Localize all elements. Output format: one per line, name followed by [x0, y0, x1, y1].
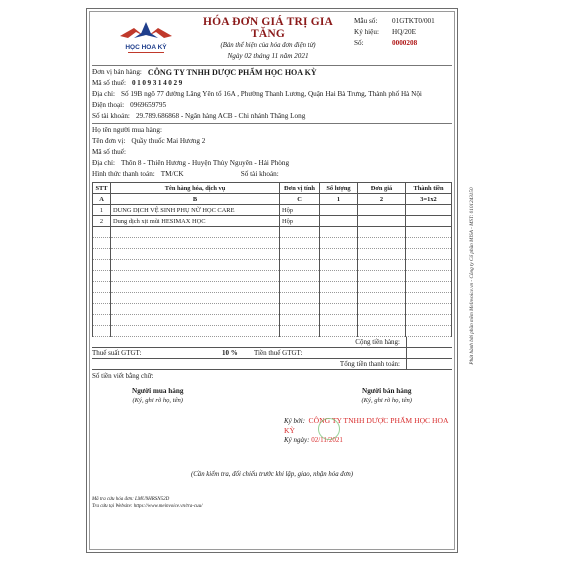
form-number-label: Mẫu số: [354, 17, 378, 25]
vat-rate: 10 % [222, 349, 238, 357]
code-cell: 2 [358, 194, 406, 205]
signed-by: CÔNG TY TNHH DƯỢC PHẨM HỌC HOA KỲ [284, 416, 449, 435]
serial-label: Ký hiệu: [354, 28, 379, 36]
signed-date: 02/11/2021 [311, 436, 343, 444]
items-table [92, 182, 452, 337]
total-label: Tổng tiền thanh toán: [339, 360, 400, 368]
seller-account-label: Số tài khoản: [92, 112, 130, 120]
row-qty [320, 216, 358, 227]
row-item-name: Dung dịch xịt mũi HESIMAX HỌC [111, 216, 280, 227]
buyer-info [92, 125, 452, 180]
buyer-address-label: Địa chỉ: [92, 159, 115, 167]
row-item-name: DUNG DỊCH VỆ SINH PHỤ NỮ HỌC CARE [111, 205, 280, 216]
invoice-title: HÓA ĐƠN GIÁ TRỊ GIA TĂNG [202, 16, 334, 40]
vat-rate-label: Thuế suất GTGT: [92, 349, 142, 357]
lookup-info [92, 496, 452, 510]
seller-info [92, 67, 452, 122]
code-cell: 3=1x2 [406, 194, 452, 205]
publisher-note-text: Phát hành bởi phần mềm MeInvoice.vn - Công ty Cổ phần MISA - MST: 0101243150 [469, 187, 475, 365]
row-price [358, 205, 406, 216]
seller-address-label: Địa chỉ: [92, 90, 115, 98]
invoice-page [86, 8, 458, 553]
table-row-empty [93, 326, 452, 337]
table-row [93, 205, 452, 216]
vat-line [92, 348, 452, 359]
signature-area [92, 387, 452, 404]
table-row [93, 216, 452, 227]
signed-date-label: Ký ngày: [284, 436, 310, 444]
amount-in-words-label: Số tiền viết bằng chữ: [92, 371, 154, 380]
buyer-account-label: Số tài khoản: [240, 170, 279, 178]
row-unit: Hộp [280, 216, 320, 227]
digital-signature-box [284, 416, 452, 445]
vat-amount-label: Tiền thuế GTGT: [254, 349, 303, 357]
verification-note: (Cần kiểm tra, đối chiếu trước khi lập, giao, nhận hóa đơn) [191, 471, 353, 478]
buyer-signature [132, 387, 183, 404]
lookup-url[interactable]: Tra cứu tại Website: https://www.meinvoice.vn/tra-cuu/ [92, 504, 203, 509]
col-header-stt: STT [93, 183, 111, 194]
code-cell: 1 [320, 194, 358, 205]
col-header-amount: Thành tiền [406, 183, 452, 194]
buyer-address: Thôn 8 - Thiên Hương - Huyện Thủy Nguyên - Hải Phòng [120, 159, 290, 167]
seller-account: 29.789.686868 - Ngân hàng ACB - Chi nhánh Thăng Long [135, 112, 306, 120]
col-header-name: Tên hàng hóa, dịch vụ [111, 183, 280, 194]
table-row-empty [93, 227, 452, 238]
payment-method: TM/CK [160, 170, 184, 178]
row-stt: 1 [93, 205, 111, 216]
table-row-empty [93, 260, 452, 271]
code-cell: C [280, 194, 320, 205]
signed-by-label: Ký bởi: [284, 417, 306, 425]
seller-signature [361, 387, 412, 404]
seller-phone: 0969659795 [130, 101, 167, 109]
col-header-price: Đơn giá [358, 183, 406, 194]
row-unit: Hộp [280, 205, 320, 216]
row-qty [320, 205, 358, 216]
subtotal-label: Cộng tiền hàng: [355, 338, 400, 346]
seller-address: Số 19B ngõ 77 đường Lãng Yên tổ 16A , Phường Thanh Lương, Quận Hai Bà Trưng, Thành phố Hà Nội [120, 90, 422, 98]
seller-tax-label: Mã số thuế: [92, 79, 126, 87]
invoice-number-label: Số: [354, 39, 364, 47]
buyer-signature-title: Người mua hàng [132, 387, 184, 395]
code-cell: A [93, 194, 111, 205]
invoice-header [92, 12, 452, 64]
buyer-person-label: Họ tên người mua hàng: [92, 126, 162, 134]
table-row-empty [93, 282, 452, 293]
table-row-empty [93, 271, 452, 282]
seller-signature-title: Người bán hàng [362, 387, 412, 395]
buyer-signature-hint: (Ký, ghi rõ họ, tên) [132, 397, 183, 404]
buyer-tax-label: Mã số thuế: [92, 148, 126, 156]
column-code-row [93, 194, 452, 205]
company-logo [114, 16, 178, 58]
row-amount [406, 205, 452, 216]
table-row-empty [93, 315, 452, 326]
table-row-empty [93, 304, 452, 315]
invoice-number: 0000208 [392, 39, 418, 47]
amount-in-words-line [92, 370, 452, 381]
payment-method-label: Hình thức thanh toán: [92, 170, 155, 178]
row-amount [406, 216, 452, 227]
table-row-empty [93, 249, 452, 260]
total-line [92, 359, 452, 370]
seller-tax-code: 0109314029 [131, 79, 184, 87]
col-header-unit: Đơn vị tính [280, 183, 320, 194]
row-price [358, 216, 406, 227]
invoice-subtitle: (Bản thể hiện của hóa đơn điện tử) [220, 42, 316, 49]
col-header-qty: Số lượng [320, 183, 358, 194]
code-cell: B [111, 194, 280, 205]
svg-text:HỌC HOA KỲ: HỌC HOA KỲ [125, 44, 167, 51]
lookup-code: Mã tra cứu hóa đơn: LMU9HRSN52D [92, 497, 170, 502]
signature-check-icon [318, 418, 340, 440]
subtotal-line [92, 337, 452, 348]
form-number: 01GTKT0/001 [392, 17, 435, 25]
buyer-unit-label: Tên đơn vị: [92, 137, 126, 145]
seller-name-label: Đơn vị bán hàng: [92, 68, 142, 76]
serial: HQ/20E [392, 28, 416, 36]
table-row-empty [93, 238, 452, 249]
buyer-unit: Quầy thuốc Mai Hương 2 [131, 137, 206, 145]
seller-name: CÔNG TY TNHH DƯỢC PHẨM HỌC HOA KỲ [147, 68, 317, 77]
title-block [188, 16, 348, 60]
publisher-note [467, 118, 477, 438]
invoice-meta [354, 16, 459, 49]
row-stt: 2 [93, 216, 111, 227]
invoice-date: Ngày 02 tháng 11 năm 2021 [227, 52, 309, 60]
table-row-empty [93, 293, 452, 304]
seller-phone-label: Điện thoại: [92, 101, 125, 109]
seller-signature-hint: (Ký, ghi rõ họ, tên) [361, 397, 412, 404]
